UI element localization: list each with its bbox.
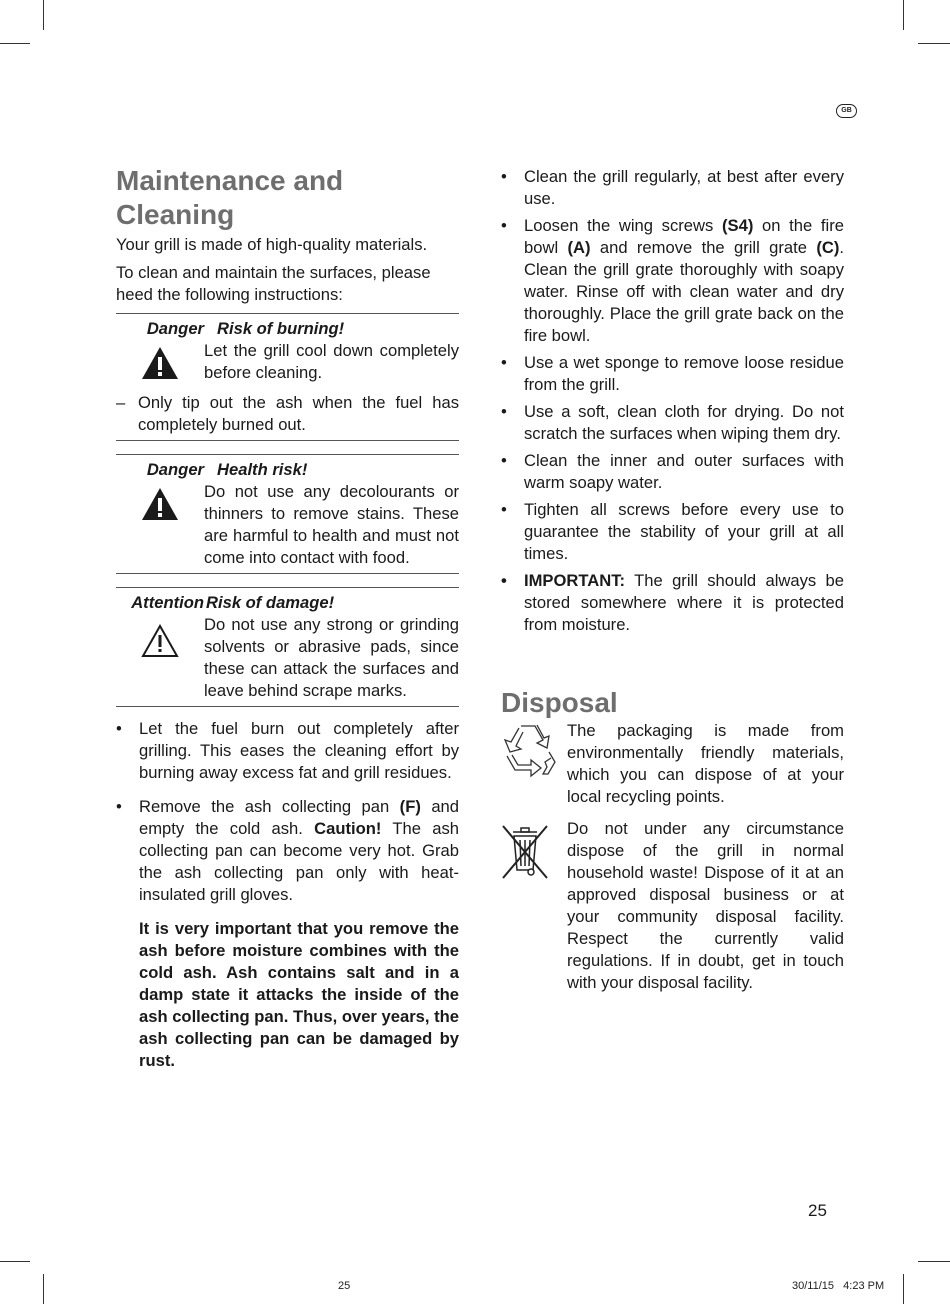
divider — [116, 440, 459, 441]
danger-triangle-icon — [116, 481, 204, 569]
box-body — [116, 481, 459, 569]
list-item — [501, 499, 844, 565]
list-item — [501, 570, 844, 636]
box-body — [116, 614, 459, 702]
bullet-marker: • — [501, 451, 507, 470]
box-header — [116, 318, 459, 340]
danger-box-health — [116, 455, 459, 574]
bullet-marker: • — [501, 402, 507, 421]
bullet-marker: • — [116, 719, 122, 738]
bullet-marker: • — [501, 571, 507, 590]
box-header — [116, 592, 459, 614]
important-paragraph: It is very important that you remove the ash before moisture combines with the cold ash. Ash contains salt and in a damp state it attacks the inside of the ash collecting pan. Thus, over years, the ash collecting pan can be damaged by rust. — [139, 919, 459, 1070]
box-label: Danger — [146, 460, 204, 479]
box-label: Danger — [146, 319, 204, 338]
disposal-title: Disposal — [501, 687, 618, 718]
bullet-text: Tighten all screws before every use to guarantee the stability of your grill at all times. — [524, 500, 844, 563]
box-text: Let the grill cool down completely before cleaning. — [204, 341, 459, 382]
bullet-text: Loosen the wing screws (S4) on the fire bowl (A) and remove the grill grate (C). Clean the grill grate thoroughly with soapy water. Rinse off with clean water and dry thoroughly. Place the grill grate back on the fire bowl. — [524, 216, 844, 345]
list-item — [116, 796, 459, 906]
dash-marker: – — [116, 393, 126, 412]
bullet-text: Use a soft, clean cloth for drying. Do not scratch the surfaces when wiping them dry. — [524, 402, 844, 443]
list-item — [501, 401, 844, 445]
intro — [116, 234, 459, 306]
footer-datetime: 30/11/15 4:23 PM — [792, 1280, 885, 1292]
disposal-text: Do not under any circumstance dispose of the grill in normal household waste! Dispose of it at an approved disposal business or at your community disposal facility. Respect the currently valid regulations. If in doubt, get in touch with your disposal facility. — [567, 819, 844, 992]
bullet-marker: • — [501, 167, 507, 186]
bullet-text: IMPORTANT: The grill should always be stored somewhere where it is protected from moisture. — [524, 571, 844, 634]
list-item — [116, 718, 459, 784]
disposal-text: The packaging is made from environmentally friendly materials, which you can dispose of at your local recycling points. — [567, 721, 844, 806]
box-title: Health risk! — [217, 460, 308, 479]
box-title: Risk of damage! — [206, 593, 335, 612]
intro-paragraph: To clean and maintain the surfaces, please heed the following instructions: — [116, 263, 431, 304]
list-item — [501, 450, 844, 494]
right-bullet-list — [501, 166, 844, 636]
list-item — [501, 166, 844, 210]
bullet-text: Use a wet sponge to remove loose residue from the grill. — [524, 353, 844, 394]
dash-item — [116, 392, 459, 436]
box-text: Do not use any decolourants or thinners to remove stains. These are harmful to health and must not come into contact with food. — [204, 482, 459, 567]
footer-page: 25 — [338, 1280, 351, 1292]
box-body — [116, 340, 459, 384]
danger-triangle-icon — [116, 340, 204, 384]
left-column — [116, 164, 459, 1072]
crop-mark — [43, 1274, 44, 1304]
crop-mark — [903, 0, 904, 30]
bullet-marker: • — [116, 797, 122, 816]
crop-mark — [43, 0, 44, 30]
list-item — [501, 215, 844, 347]
bullet-marker: • — [501, 216, 507, 235]
crop-mark — [0, 1261, 30, 1262]
attention-box-damage — [116, 588, 459, 707]
box-label: Attention — [131, 593, 204, 612]
bullet-text: Let the fuel burn out completely after grilling. This eases the cleaning effort by burning away excess fat and grill residues. — [139, 719, 459, 782]
disposal-weee — [501, 818, 844, 994]
bullet-text: Clean the inner and outer surfaces with warm soapy water. — [524, 451, 844, 492]
box-title: Risk of burning! — [217, 319, 345, 338]
danger-box-burning — [116, 314, 459, 384]
box-text: Do not use any strong or grinding solvents or abrasive pads, since these can attack the surfaces and leave behind scrape marks. — [204, 615, 459, 700]
recycle-icon — [501, 720, 567, 808]
disposal-packaging — [501, 720, 844, 808]
bullet-marker: • — [501, 500, 507, 519]
left-bullet-list — [116, 718, 459, 906]
crop-mark — [918, 43, 950, 44]
list-item — [501, 352, 844, 396]
crop-mark — [0, 43, 30, 44]
dash-text: Only tip out the ash when the fuel has completely burned out. — [138, 393, 459, 434]
crop-mark — [918, 1261, 950, 1262]
bullet-text: Clean the grill regularly, at best after every use. — [524, 167, 844, 208]
right-column — [501, 166, 844, 1004]
caution-triangle-icon — [116, 614, 204, 702]
bullet-text: Remove the ash collecting pan (F) and empty the cold ash. Caution! The ash collecting pan can become very hot. Grab the ash collecting pan only with heat-insulated grill gloves. — [139, 797, 459, 904]
crop-mark — [903, 1274, 904, 1304]
section-title: Maintenance and Cleaning — [116, 165, 344, 230]
language-badge: GB — [836, 104, 857, 118]
crossed-bin-icon — [501, 818, 567, 994]
page-number: 25 — [808, 1201, 827, 1220]
bullet-marker: • — [501, 353, 507, 372]
intro-paragraph: Your grill is made of high-quality materials. — [116, 235, 428, 254]
box-header — [116, 459, 459, 481]
